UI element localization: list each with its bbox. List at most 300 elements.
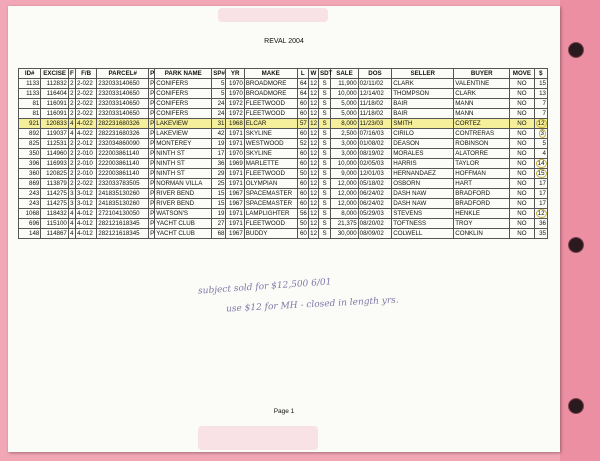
table-cell: 60 bbox=[297, 159, 308, 169]
table-cell: 116993 bbox=[41, 159, 68, 169]
handwritten-note-line-2: use $12 for MH - closed in length yrs. bbox=[225, 295, 399, 315]
table-cell: 232033140650 bbox=[97, 109, 149, 119]
table-cell: 114275 bbox=[41, 199, 68, 209]
table-cell: CORTEZ bbox=[454, 119, 510, 129]
table-cell: 1972 bbox=[226, 99, 244, 109]
table-cell: 60 bbox=[297, 109, 308, 119]
column-header: L bbox=[297, 69, 308, 79]
table-row bbox=[19, 209, 548, 219]
table-cell: 360 bbox=[19, 169, 41, 179]
table-cell: S bbox=[319, 89, 331, 99]
table-cell: 116404 bbox=[41, 89, 68, 99]
table-cell: 282121618345 bbox=[97, 219, 149, 229]
table-cell: 2-022 bbox=[75, 179, 96, 189]
table-cell: 2-022 bbox=[75, 109, 96, 119]
table-cell: 60 bbox=[297, 99, 308, 109]
table-cell: DASH NAW bbox=[392, 189, 454, 199]
table-cell: 4 bbox=[70, 130, 74, 137]
table-cell: 11/18/02 bbox=[358, 99, 392, 109]
sales-table bbox=[18, 68, 548, 239]
table-cell: 68 bbox=[212, 229, 226, 239]
table-cell: TOFTNESS bbox=[392, 219, 454, 229]
table-cell: BAIR bbox=[392, 99, 454, 109]
table-cell: S bbox=[319, 79, 331, 89]
column-header: DOS bbox=[358, 69, 392, 79]
table-cell: 12 bbox=[310, 170, 318, 177]
document-page bbox=[8, 6, 560, 452]
table-cell: 15 bbox=[212, 189, 226, 199]
table-cell: 17 bbox=[534, 179, 547, 189]
folder-tab bbox=[560, 0, 600, 461]
column-header: ID# bbox=[19, 69, 41, 79]
table-cell: NO bbox=[510, 99, 534, 109]
table-cell: 12/14/02 bbox=[358, 89, 392, 99]
table-cell: 3 bbox=[70, 190, 74, 197]
table-cell: TROY bbox=[454, 219, 510, 229]
table-cell: SMITH bbox=[392, 119, 454, 129]
table-cell: DEASON bbox=[392, 139, 454, 149]
table-cell: 7 bbox=[534, 109, 547, 119]
table-cell: P bbox=[150, 130, 155, 137]
table-cell: 241835130260 bbox=[97, 199, 149, 209]
table-cell: 1967 bbox=[226, 199, 244, 209]
table-cell: 17 bbox=[212, 149, 226, 159]
table-cell: S bbox=[319, 129, 331, 139]
table-cell: NO bbox=[510, 179, 534, 189]
table-cell: P bbox=[150, 120, 155, 127]
table-row bbox=[19, 169, 548, 179]
table-cell: P bbox=[150, 230, 155, 237]
table-cell: THOMPSON bbox=[392, 89, 454, 99]
table-cell: 2-022 bbox=[75, 89, 96, 99]
table-cell: 1967 bbox=[226, 229, 244, 239]
column-header: SP# bbox=[213, 70, 225, 77]
table-cell: 282231680326 bbox=[97, 119, 149, 129]
table-cell: P bbox=[150, 190, 155, 197]
table-cell: 81 bbox=[19, 109, 41, 119]
table-cell: 243 bbox=[19, 199, 41, 209]
table-cell: P bbox=[150, 210, 155, 217]
table-cell: DASH NAW bbox=[392, 199, 454, 209]
table-cell: 36 bbox=[534, 219, 547, 229]
table-cell: 2 bbox=[70, 90, 74, 97]
table-cell: 2-010 bbox=[75, 149, 96, 159]
table-cell: 5,000 bbox=[331, 99, 358, 109]
table-cell: 12 bbox=[310, 220, 318, 227]
table-cell: MANN bbox=[454, 109, 510, 119]
table-cell: 4 bbox=[70, 120, 74, 127]
table-cell: 232033783505 bbox=[97, 179, 149, 189]
table-cell: S bbox=[319, 229, 331, 239]
table-cell: MORALES bbox=[392, 149, 454, 159]
table-cell: 64 bbox=[297, 79, 308, 89]
table-body bbox=[19, 79, 548, 239]
table-cell: 222003861140 bbox=[97, 149, 149, 159]
column-header: SDT bbox=[320, 70, 333, 77]
table-cell: NINTH ST bbox=[155, 149, 212, 159]
table-cell: P bbox=[150, 80, 155, 87]
table-cell: 1972 bbox=[226, 109, 244, 119]
table-cell: 148 bbox=[19, 229, 41, 239]
table-row bbox=[19, 149, 548, 159]
table-cell: P bbox=[150, 170, 155, 177]
table-cell: WESTWOOD bbox=[244, 139, 297, 149]
table-row bbox=[19, 99, 548, 109]
table-cell: 2 bbox=[70, 100, 74, 107]
table-row bbox=[19, 229, 548, 239]
table-cell: HOFFMAN bbox=[454, 169, 510, 179]
table-cell: NORMAN VILLA bbox=[155, 179, 212, 189]
table-cell: 30,000 bbox=[331, 229, 358, 239]
table-cell: 29 bbox=[212, 169, 226, 179]
table-cell: ELCAR bbox=[244, 119, 297, 129]
table-cell: NO bbox=[510, 139, 534, 149]
table-cell: 5 bbox=[212, 79, 226, 89]
table-cell: 3-012 bbox=[75, 189, 96, 199]
table-cell: 1971 bbox=[226, 169, 244, 179]
table-cell: 12,000 bbox=[331, 189, 358, 199]
column-header: PARK NAME bbox=[155, 69, 212, 79]
table-cell: 21,375 bbox=[331, 219, 358, 229]
table-cell: NO bbox=[510, 129, 534, 139]
table-cell: HART bbox=[454, 179, 510, 189]
table-cell: BROADMORE bbox=[244, 89, 297, 99]
table-cell: STEVENS bbox=[392, 209, 454, 219]
table-cell: BAIR bbox=[392, 109, 454, 119]
table-cell: 4-012 bbox=[75, 219, 96, 229]
binder-hole-icon bbox=[568, 237, 584, 253]
table-cell: 116091 bbox=[41, 99, 68, 109]
table-cell: S bbox=[319, 179, 331, 189]
binder-hole-icon bbox=[568, 398, 584, 414]
table-cell: 12,000 bbox=[331, 199, 358, 209]
table-cell: VALENTINE bbox=[454, 79, 510, 89]
table-cell: P bbox=[150, 160, 155, 167]
table-cell: 36 bbox=[212, 159, 226, 169]
table-cell: 12/01/03 bbox=[358, 169, 392, 179]
table-cell bbox=[534, 159, 547, 169]
table-cell: CONIFERS bbox=[155, 79, 212, 89]
column-header: F bbox=[69, 70, 74, 77]
table-cell: TAYLOR bbox=[454, 159, 510, 169]
table-cell: 08/19/02 bbox=[358, 149, 392, 159]
table-cell: 4 bbox=[70, 220, 74, 227]
table-cell: FLEETWOOD bbox=[244, 219, 297, 229]
circled-value: 12 bbox=[537, 210, 545, 217]
table-cell: 272104130050 bbox=[97, 209, 149, 219]
table-cell: 42 bbox=[212, 129, 226, 139]
table-cell: 19 bbox=[212, 209, 226, 219]
table-cell bbox=[534, 129, 547, 139]
table-cell: CONTRERAS bbox=[454, 129, 510, 139]
table-cell bbox=[534, 119, 547, 129]
table-cell: NO bbox=[510, 159, 534, 169]
table-cell: 11/18/02 bbox=[358, 109, 392, 119]
table-cell: 222003861140 bbox=[97, 169, 149, 179]
table-cell: LAKEVIEW bbox=[155, 129, 212, 139]
table-cell: 825 bbox=[19, 139, 41, 149]
table-header-row bbox=[19, 69, 548, 79]
table-cell: NO bbox=[510, 199, 534, 209]
table-cell: 222003861140 bbox=[97, 159, 149, 169]
table-cell: 12 bbox=[310, 120, 318, 127]
table-cell: 3-012 bbox=[75, 199, 96, 209]
table-cell: 64 bbox=[297, 89, 308, 99]
stain bbox=[198, 426, 318, 450]
table-cell: 06/24/02 bbox=[358, 199, 392, 209]
table-cell: 2-022 bbox=[75, 79, 96, 89]
table-cell: 696 bbox=[19, 219, 41, 229]
table-cell: 02/11/02 bbox=[358, 79, 392, 89]
table-cell: NO bbox=[510, 119, 534, 129]
column-header: MAKE bbox=[244, 69, 297, 79]
table-cell: 1970 bbox=[226, 89, 244, 99]
table-cell: NO bbox=[510, 189, 534, 199]
table-cell: 350 bbox=[19, 149, 41, 159]
table-cell: 4-012 bbox=[75, 209, 96, 219]
table-cell: 2 bbox=[70, 80, 74, 87]
circled-value: 3 bbox=[540, 130, 544, 137]
table-cell: 2-022 bbox=[75, 99, 96, 109]
table-cell: 892 bbox=[19, 129, 41, 139]
table-cell: 17 bbox=[534, 199, 547, 209]
table-cell: 27 bbox=[212, 219, 226, 229]
table-row bbox=[19, 189, 548, 199]
table-cell: S bbox=[319, 169, 331, 179]
table-cell: 232033140650 bbox=[97, 99, 149, 109]
table-cell: 31 bbox=[212, 119, 226, 129]
table-cell: 241835130260 bbox=[97, 189, 149, 199]
table-cell: 2 bbox=[70, 170, 74, 177]
column-header: F/B bbox=[75, 69, 96, 79]
table-cell: 113879 bbox=[41, 179, 68, 189]
table-cell: CONKLIN bbox=[454, 229, 510, 239]
table-cell: NO bbox=[510, 89, 534, 99]
table-cell: 2-010 bbox=[75, 169, 96, 179]
table-cell: 05/29/03 bbox=[358, 209, 392, 219]
table-cell: 3,000 bbox=[331, 139, 358, 149]
table-cell: 921 bbox=[19, 119, 41, 129]
table-cell: NO bbox=[510, 149, 534, 159]
table-cell: 12 bbox=[310, 80, 318, 87]
table-cell: 4 bbox=[70, 210, 74, 217]
table-cell: 112832 bbox=[41, 79, 68, 89]
table-cell: 12 bbox=[310, 130, 318, 137]
table-cell: 06/24/02 bbox=[358, 189, 392, 199]
table-cell: SPACEMASTER bbox=[244, 199, 297, 209]
table-row bbox=[19, 139, 548, 149]
table-cell: 60 bbox=[297, 199, 308, 209]
table-cell: 81 bbox=[19, 99, 41, 109]
table-cell: BRADFORD bbox=[454, 199, 510, 209]
column-header: PARCEL# bbox=[97, 69, 149, 79]
table-cell: 119037 bbox=[41, 129, 68, 139]
table-cell: 5 bbox=[212, 89, 226, 99]
table-cell: 120825 bbox=[41, 169, 68, 179]
table-cell: 60 bbox=[297, 179, 308, 189]
stain bbox=[218, 8, 328, 22]
table-cell: 12 bbox=[310, 230, 318, 237]
table-cell: 12 bbox=[310, 210, 318, 217]
table-cell: 15 bbox=[534, 79, 547, 89]
table-cell: 282231680326 bbox=[97, 129, 149, 139]
table-cell: 10,000 bbox=[331, 89, 358, 99]
table-cell: 4 bbox=[70, 230, 74, 237]
table-cell: OLYMPIAN bbox=[244, 179, 297, 189]
table-cell: FLEETWOOD bbox=[244, 99, 297, 109]
table-cell: 3 bbox=[70, 200, 74, 207]
report-title: REVAL 2004 bbox=[264, 38, 304, 45]
table-cell: 05/18/02 bbox=[358, 179, 392, 189]
table-cell: 2 bbox=[70, 110, 74, 117]
table-cell: 1971 bbox=[226, 129, 244, 139]
table-cell: S bbox=[319, 159, 331, 169]
table-cell: NO bbox=[510, 229, 534, 239]
table-cell: 1133 bbox=[19, 89, 41, 99]
table-cell: SPACEMASTER bbox=[244, 189, 297, 199]
table-cell: NO bbox=[510, 209, 534, 219]
table-cell bbox=[534, 209, 547, 219]
table-cell: SKYLINE bbox=[244, 129, 297, 139]
table-cell: P bbox=[150, 180, 155, 187]
table-cell: MONTEREY bbox=[155, 139, 212, 149]
table-cell: 2 bbox=[70, 180, 74, 187]
column-header: W bbox=[308, 69, 318, 79]
table-cell: 114275 bbox=[41, 189, 68, 199]
table-cell: 232033140650 bbox=[97, 79, 149, 89]
table-cell: 12 bbox=[310, 110, 318, 117]
table-cell: S bbox=[319, 189, 331, 199]
table-cell: 4 bbox=[534, 149, 547, 159]
column-header: MOVE bbox=[510, 69, 534, 79]
table-row bbox=[19, 129, 548, 139]
table-cell: CIRILO bbox=[392, 129, 454, 139]
column-header: P bbox=[150, 70, 155, 77]
table-cell: NO bbox=[510, 109, 534, 119]
table-cell: P bbox=[150, 90, 155, 97]
table-row bbox=[19, 119, 548, 129]
table-cell: YACHT CLUB bbox=[155, 229, 212, 239]
table-cell: S bbox=[319, 149, 331, 159]
table-cell: P bbox=[150, 200, 155, 207]
table-cell: HARRIS bbox=[392, 159, 454, 169]
table-cell: 02/05/03 bbox=[358, 159, 392, 169]
table-row bbox=[19, 79, 548, 89]
table-cell: 35 bbox=[534, 229, 547, 239]
column-header: $ bbox=[534, 69, 547, 79]
table-cell: 12 bbox=[310, 190, 318, 197]
table-cell: 12 bbox=[310, 160, 318, 167]
table-cell: WATSON'S bbox=[155, 209, 212, 219]
table-row bbox=[19, 179, 548, 189]
table-cell: S bbox=[319, 139, 331, 149]
table-cell: 114867 bbox=[41, 229, 68, 239]
table-cell: 10,000 bbox=[331, 159, 358, 169]
table-cell: NINTH ST bbox=[155, 169, 212, 179]
table-cell: CLARK bbox=[454, 89, 510, 99]
table-cell: CONIFERS bbox=[155, 109, 212, 119]
table-cell: 12 bbox=[310, 90, 318, 97]
table-cell: NO bbox=[510, 79, 534, 89]
table-cell: P bbox=[150, 150, 155, 157]
table-cell: 52 bbox=[297, 139, 308, 149]
table-cell: FLEETWOOD bbox=[244, 109, 297, 119]
table-cell: HERNANDAEZ bbox=[392, 169, 454, 179]
table-cell: 9,000 bbox=[331, 169, 358, 179]
table-cell: 60 bbox=[297, 189, 308, 199]
table-cell: NO bbox=[510, 219, 534, 229]
table-cell: COLWELL bbox=[392, 229, 454, 239]
table-cell: 282121618345 bbox=[97, 229, 149, 239]
handwritten-note-line-1: subject sold for $12,500 6/01 bbox=[197, 277, 332, 297]
table-cell: OSBORN bbox=[392, 179, 454, 189]
table-cell: 8,000 bbox=[331, 209, 358, 219]
table-cell: S bbox=[319, 99, 331, 109]
table-cell: 8,000 bbox=[331, 119, 358, 129]
table-cell: 12 bbox=[310, 100, 318, 107]
table-cell: BRADFORD bbox=[454, 189, 510, 199]
table-cell: 12 bbox=[310, 200, 318, 207]
page-number: Page 1 bbox=[273, 408, 295, 415]
table-cell: P bbox=[150, 220, 155, 227]
table-cell: 7 bbox=[534, 99, 547, 109]
circled-value: 14 bbox=[537, 160, 545, 167]
table-cell: 08/20/02 bbox=[358, 219, 392, 229]
table-cell: BUDDY bbox=[244, 229, 297, 239]
table-cell: MARLETTE bbox=[244, 159, 297, 169]
table-cell: 2,500 bbox=[331, 129, 358, 139]
table-cell: 4-012 bbox=[75, 229, 96, 239]
table-cell: ROBINSON bbox=[454, 139, 510, 149]
table-cell: 12 bbox=[310, 150, 318, 157]
table-cell: 1971 bbox=[226, 209, 244, 219]
table-cell: 12 bbox=[310, 140, 318, 147]
table-cell: NO bbox=[510, 169, 534, 179]
table-cell: NINTH ST bbox=[155, 159, 212, 169]
table-cell: 01/08/02 bbox=[358, 139, 392, 149]
table-cell: 12,000 bbox=[331, 179, 358, 189]
table-cell: 396 bbox=[19, 159, 41, 169]
table-cell: HENKLE bbox=[454, 209, 510, 219]
column-header: SELLER bbox=[392, 69, 454, 79]
table-cell: 232034860090 bbox=[97, 139, 149, 149]
table-cell: ALATORRE bbox=[454, 149, 510, 159]
table-cell: 1968 bbox=[226, 119, 244, 129]
table-cell: CLARK bbox=[392, 79, 454, 89]
table-cell: 25 bbox=[212, 179, 226, 189]
table-cell: YACHT CLUB bbox=[155, 219, 212, 229]
table-cell: P bbox=[150, 110, 155, 117]
table-cell: 1133 bbox=[19, 79, 41, 89]
table-cell: 1967 bbox=[226, 189, 244, 199]
table-cell: 2-012 bbox=[75, 139, 96, 149]
table-cell: S bbox=[319, 219, 331, 229]
table-cell: 56 bbox=[297, 209, 308, 219]
column-header: YR bbox=[226, 69, 244, 79]
table-cell: FLEETWOOD bbox=[244, 169, 297, 179]
table-cell: 115100 bbox=[41, 219, 68, 229]
column-header: BUYER bbox=[454, 69, 510, 79]
table-cell: 60 bbox=[297, 129, 308, 139]
table-cell: CONIFERS bbox=[155, 89, 212, 99]
table-cell: 4-022 bbox=[75, 129, 96, 139]
table-cell: 50 bbox=[297, 219, 308, 229]
table-cell: 118432 bbox=[41, 209, 68, 219]
table-cell: P bbox=[150, 100, 155, 107]
table-cell: 15 bbox=[212, 199, 226, 209]
table-cell: MANN bbox=[454, 99, 510, 109]
table-cell: 60 bbox=[297, 229, 308, 239]
